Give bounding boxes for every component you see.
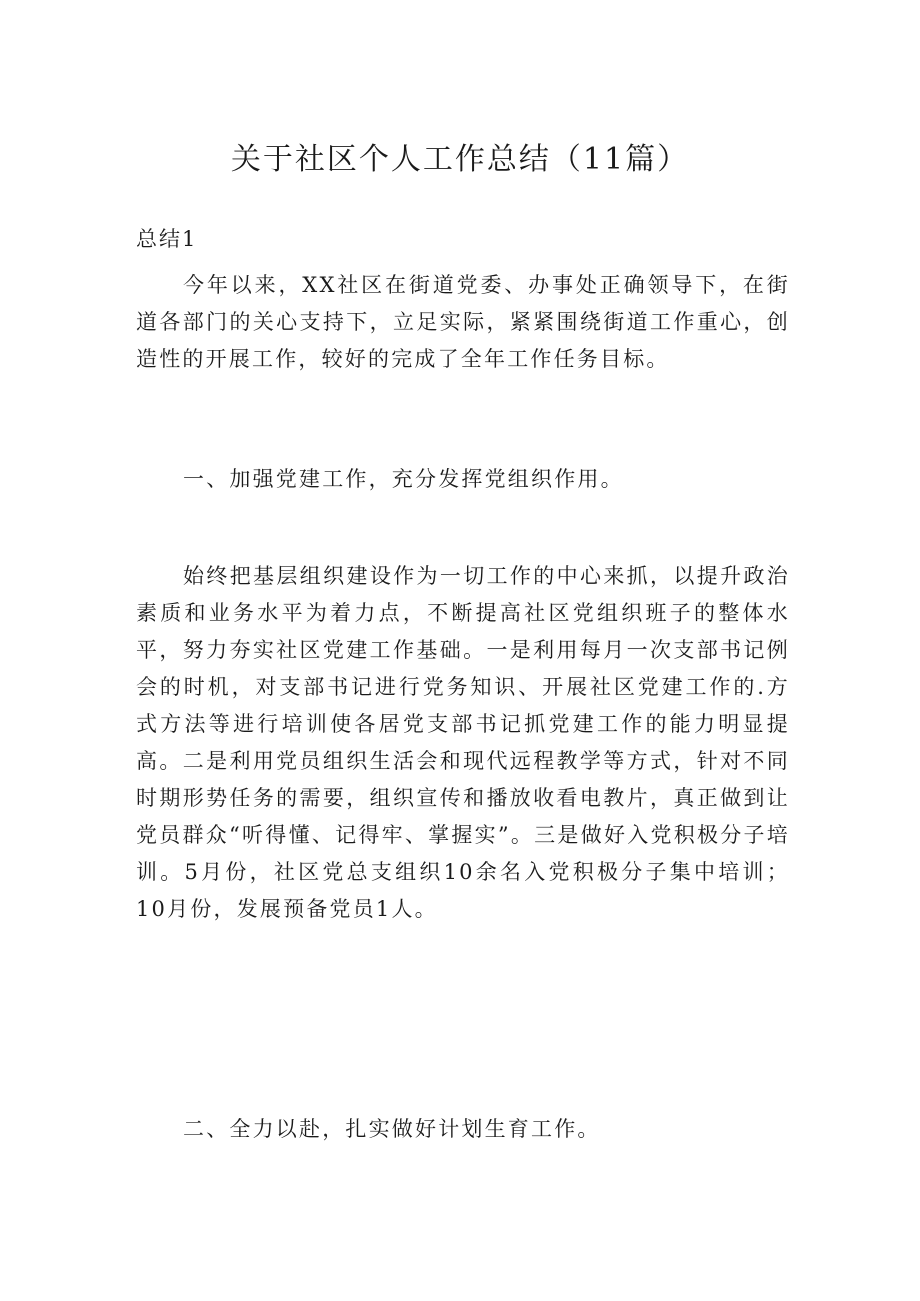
section-heading-1: 一、加强党建工作，充分发挥党组织作用。 [183, 467, 624, 491]
body-paragraph: 始终把基层组织建设作为一切工作的中心来抓，以提升政治素质和业务水平为着力点，不断提高社区党组织班子的整体水平，努力夯实社区党建工作基础。一是利用每月一次支部书记例会的时机，对支部书记进行党务知识、开展社区党建工作的.方式方法等进行培训使各居党支部书记抓党建工作的能力明显提高。二是利用党员组织生活会和现代远程教学等方式，针对不同时期形势任务的需要，组织宣传和播放收看电教片，真正做到让党员群众“听得懂、记得牢、掌握实”。三是做好入党积极分子培训。5月份，社区党总支组织10余名入党积极分子集中培训；10月份，发展预备党员1人。 [136, 564, 790, 921]
section-label: 总结1 [136, 227, 198, 251]
section-heading-2: 二、全力以赴，扎实做好计划生育工作。 [183, 1117, 601, 1141]
document-title: 关于社区个人工作总结（11篇） [230, 142, 690, 177]
intro-paragraph: 今年以来，XX社区在街道党委、办事处正确领导下，在街道各部门的关心支持下，立足实际，紧紧围绕街道工作重心，创造性的开展工作，较好的完成了全年工作任务目标。 [136, 273, 790, 371]
